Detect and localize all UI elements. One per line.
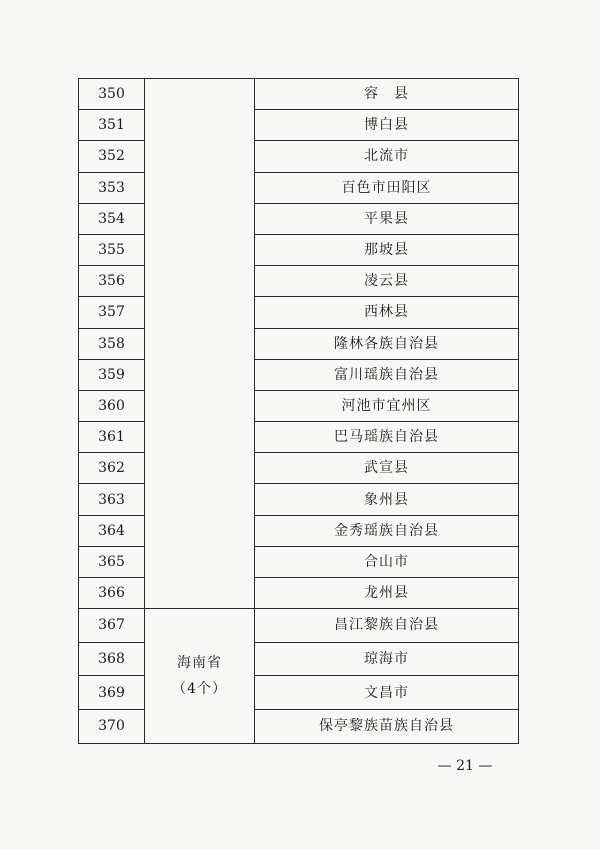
county-name: 容 县: [255, 79, 519, 110]
province-cell-guangxi-continued: [145, 79, 255, 609]
row-number: 356: [79, 266, 145, 297]
row-number: 355: [79, 234, 145, 265]
county-name: 金秀瑶族自治县: [255, 515, 519, 546]
county-name: 隆林各族自治县: [255, 328, 519, 359]
province-count: （4个）: [172, 680, 227, 697]
county-name: 河池市宜州区: [255, 390, 519, 421]
county-name: 武宣县: [255, 453, 519, 484]
row-number: 367: [79, 609, 145, 643]
row-number: 357: [79, 297, 145, 328]
row-number: 351: [79, 110, 145, 141]
row-number: 365: [79, 546, 145, 577]
county-name: 博白县: [255, 110, 519, 141]
county-name: 平果县: [255, 203, 519, 234]
county-table-body: [79, 79, 519, 744]
row-number: 361: [79, 422, 145, 453]
row-number: 364: [79, 515, 145, 546]
row-number: 360: [79, 390, 145, 421]
row-number: 362: [79, 453, 145, 484]
page-number: — 21 —: [437, 758, 493, 774]
province-cell-hainan: [145, 609, 255, 743]
row-number: 366: [79, 578, 145, 609]
county-name: 富川瑶族自治县: [255, 359, 519, 390]
county-name: 合山市: [255, 546, 519, 577]
row-number: 368: [79, 642, 145, 676]
row-number: 370: [79, 709, 145, 743]
county-name: 昌江黎族自治县: [255, 609, 519, 643]
county-name: 保亭黎族苗族自治县: [255, 709, 519, 743]
county-table: [78, 78, 519, 744]
row-number: 354: [79, 203, 145, 234]
county-name: 百色市田阳区: [255, 172, 519, 203]
row-number: 353: [79, 172, 145, 203]
county-name: 文昌市: [255, 676, 519, 710]
county-name: 北流市: [255, 141, 519, 172]
row-number: 359: [79, 359, 145, 390]
table-row: [79, 79, 519, 110]
row-number: 358: [79, 328, 145, 359]
county-name: 龙州县: [255, 578, 519, 609]
county-name: 西林县: [255, 297, 519, 328]
row-number: 352: [79, 141, 145, 172]
county-name: 那坡县: [255, 234, 519, 265]
row-number: 363: [79, 484, 145, 515]
county-name: 象州县: [255, 484, 519, 515]
county-name: 琼海市: [255, 642, 519, 676]
county-name: 凌云县: [255, 266, 519, 297]
county-name: 巴马瑶族自治县: [255, 422, 519, 453]
table-row: [79, 609, 519, 643]
row-number: 350: [79, 79, 145, 110]
province-name: 海南省: [177, 654, 222, 671]
row-number: 369: [79, 676, 145, 710]
